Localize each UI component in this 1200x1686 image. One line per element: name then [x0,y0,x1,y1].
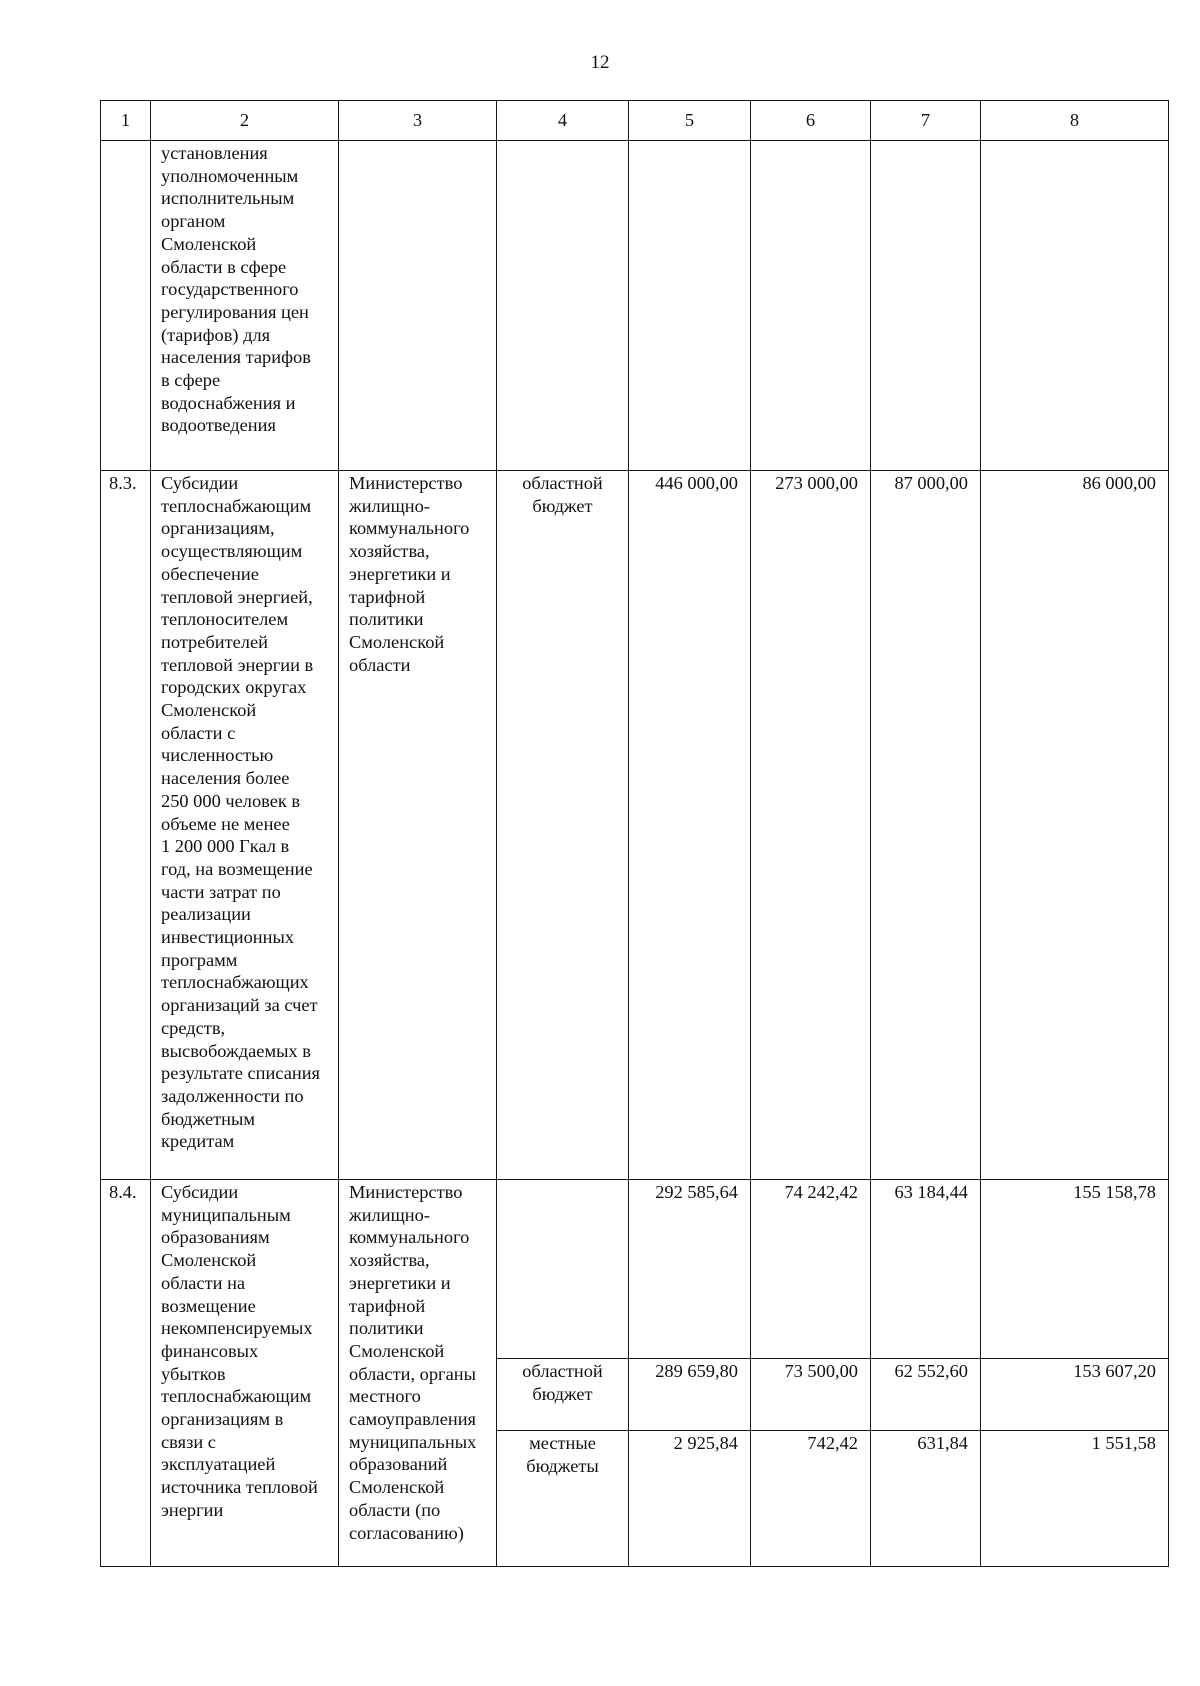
row-index: 8.4. [101,1180,151,1567]
table-row-8-3 [101,471,1169,1180]
column-header-6: 6 [751,101,871,141]
continuation-value-7 [871,141,981,471]
row-name: Субсидии теплоснабжающим организациям, осуществляющим обеспечение тепловой энергией, теплоносителем потребителей тепловой энергии в городских округах Смоленской области с численностью населения более 250 000 человек в объеме не менее 1 200 000 Гкал в год, на возмещение части затрат по реализации инвестиционных программ теплоснабжающих организаций за счет средств, высвобождаемых в результате списания задолженности по бюджетным кредитам [151,471,339,1180]
continuation-index-cell [101,141,151,471]
row-local-value-7: 631,84 [871,1431,981,1567]
continuation-row [101,141,1169,471]
row-funding-source-local: местные бюджеты [497,1431,629,1567]
column-header-5: 5 [629,101,751,141]
row-local-value-8: 1 551,58 [981,1431,1169,1567]
row-regional-value-6: 73 500,00 [751,1359,871,1431]
continuation-name-cell: установления уполномоченным исполнительным органом Смоленской области в сфере государственного регулирования цен (тарифов) для населения тарифов в сфере водоснабжения и водоотведения [151,141,339,471]
row-executor: Министерство жилищно- коммунального хозяйства, энергетики и тарифной политики Смоленской области [339,471,497,1180]
row-value-8: 86 000,00 [981,471,1169,1180]
column-header-1: 1 [101,101,151,141]
continuation-source-cell [497,141,629,471]
row-local-value-6: 742,42 [751,1431,871,1567]
row-value-5: 446 000,00 [629,471,751,1180]
column-header-8: 8 [981,101,1169,141]
table-row-8-4-total [101,1180,1169,1359]
column-header-2: 2 [151,101,339,141]
column-header-4: 4 [497,101,629,141]
row-funding-source-regional: областной бюджет [497,1359,629,1431]
row-name: Субсидии муниципальным образованиям Смоленской области на возмещение некомпенсируемых финансовых убытков теплоснабжающим организациям в связи с эксплуатацией источника тепловой энергии [151,1180,339,1567]
continuation-value-6 [751,141,871,471]
row-funding-source-total [497,1180,629,1359]
row-local-value-5: 2 925,84 [629,1431,751,1567]
row-funding-source: областной бюджет [497,471,629,1180]
row-value-7: 87 000,00 [871,471,981,1180]
row-index: 8.3. [101,471,151,1180]
row-total-value-7: 63 184,44 [871,1180,981,1359]
row-regional-value-7: 62 552,60 [871,1359,981,1431]
continuation-executor-cell [339,141,497,471]
row-value-6: 273 000,00 [751,471,871,1180]
page-number: 12 [590,52,610,73]
column-header-3: 3 [339,101,497,141]
row-total-value-5: 292 585,64 [629,1180,751,1359]
continuation-value-8 [981,141,1169,471]
row-executor: Министерство жилищно- коммунального хозяйства, энергетики и тарифной политики Смоленской области, органы местного самоуправления муниципальных образований Смоленской области (по согласованию) [339,1180,497,1567]
row-total-value-6: 74 242,42 [751,1180,871,1359]
row-regional-value-8: 153 607,20 [981,1359,1169,1431]
column-header-7: 7 [871,101,981,141]
header-row [101,101,1169,141]
continuation-value-5 [629,141,751,471]
program-table [100,100,1169,1567]
row-regional-value-5: 289 659,80 [629,1359,751,1431]
row-total-value-8: 155 158,78 [981,1180,1169,1359]
